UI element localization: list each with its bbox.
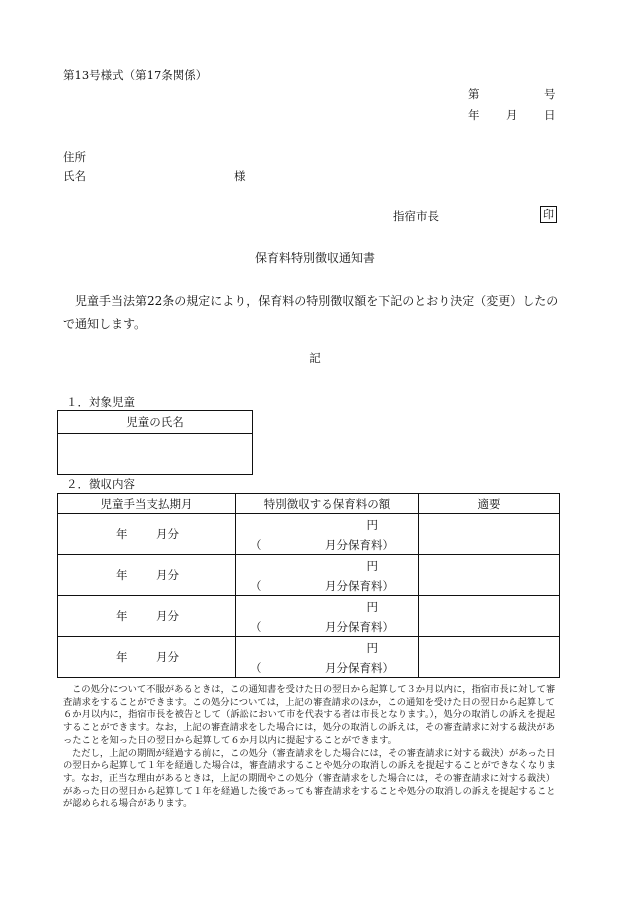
paren-open: （: [250, 661, 262, 675]
remarks-cell: [419, 514, 560, 555]
year-label: 年: [116, 650, 128, 664]
child-name-cell: [58, 434, 253, 475]
fee-month-label: 月分保育料）: [325, 620, 394, 634]
name-label: 氏名: [63, 169, 86, 183]
seal-box: 印: [540, 206, 557, 223]
paren-open: （: [250, 620, 262, 634]
year-label: 年: [116, 609, 128, 623]
honorific: 様: [234, 169, 246, 183]
number-dai: 第: [468, 87, 480, 101]
table-row: [58, 637, 560, 678]
date-year: 年: [468, 108, 480, 122]
remarks-cell: [419, 637, 560, 678]
date-day: 日: [544, 108, 556, 122]
amount-cell: [236, 514, 419, 555]
note-paragraph: ただし，上記の期間が経過する前に，この処分（審査請求をした場合には，その審査請求に対する裁決）があった日の翌日から起算して１年を経過した場合は，審査請求することや処分の取消しの訴えを提起することができなくなります。なお，正当な理由があるときは，上記の期間やこの処分（審査請求をした場合には，その審査請求に対する裁決）があった日の翌日から起算して１年を経過した後であっても審査請求をすることや処分の取消しの訴えを提起することが認められる場合があります。: [63, 747, 556, 810]
section2-heading: ２．徴収内容: [66, 477, 135, 491]
note-paragraph: この処分について不服があるときは，この通知書を受けた日の翌日から起算して３か月以内に，指宿市長に対して審査請求をすることができます。この処分については，上記の審査請求のほか，この通知を受けた日の翌日から起算して６か月以内に，指宿市長を被告として（訴訟において市を代表する者は市長となります。），処分の取消しの訴えを提起することができます。なお，上記の審査請求をした場合には，処分の取消しの訴えは，その審査請求に対する裁決があったことを知った日の翌日から起算して６か月以内に提起することができます。: [63, 684, 556, 746]
table-header-row: [58, 494, 560, 514]
month-label: 月分: [156, 568, 179, 582]
column-header: 特別徴収する保育料の額: [236, 494, 419, 514]
remarks-cell: [419, 596, 560, 637]
payment-month-cell: [58, 514, 236, 555]
table-row: [58, 555, 560, 596]
yen-label: 円: [366, 518, 378, 532]
column-header: 児童手当支払期月: [58, 494, 236, 514]
date-month: 月: [506, 108, 518, 122]
yen-label: 円: [366, 559, 378, 573]
section1-heading: １．対象児童: [66, 395, 135, 409]
month-label: 月分: [156, 650, 179, 664]
appeal-notes: [63, 684, 561, 811]
yen-label: 円: [366, 641, 378, 655]
payment-month-cell: [58, 637, 236, 678]
year-label: 年: [116, 527, 128, 541]
paren-open: （: [250, 579, 262, 593]
payment-month-cell: [58, 555, 236, 596]
month-label: 月分: [156, 527, 179, 541]
remarks-cell: [419, 555, 560, 596]
number-go: 号: [544, 87, 556, 101]
yen-label: 円: [366, 600, 378, 614]
amount-cell: [236, 555, 419, 596]
target-child-table: [57, 410, 253, 475]
fee-month-label: 月分保育料）: [325, 579, 394, 593]
form-number: 第13号様式（第17条関係）: [63, 68, 208, 82]
year-label: 年: [116, 568, 128, 582]
document-title: 保育料特別徴収通知書: [254, 251, 375, 265]
body-text: 児童手当法第22条の規定により，保育料の特別徴収額を下記のとおり決定（変更）したので通知します。: [63, 294, 559, 331]
collection-table: [57, 493, 560, 678]
table-row: [58, 596, 560, 637]
payment-month-cell: [58, 596, 236, 637]
fee-month-label: 月分保育料）: [325, 661, 394, 675]
fee-month-label: 月分保育料）: [325, 538, 394, 552]
child-name-header: 児童の氏名: [58, 411, 253, 434]
ki-marker: 記: [309, 351, 321, 365]
month-label: 月分: [156, 609, 179, 623]
address-label: 住所: [63, 150, 86, 164]
amount-cell: [236, 637, 419, 678]
issuer-title: 指宿市長: [393, 209, 439, 223]
amount-cell: [236, 596, 419, 637]
column-header: 適要: [419, 494, 560, 514]
paren-open: （: [250, 538, 262, 552]
table-row: [58, 514, 560, 555]
